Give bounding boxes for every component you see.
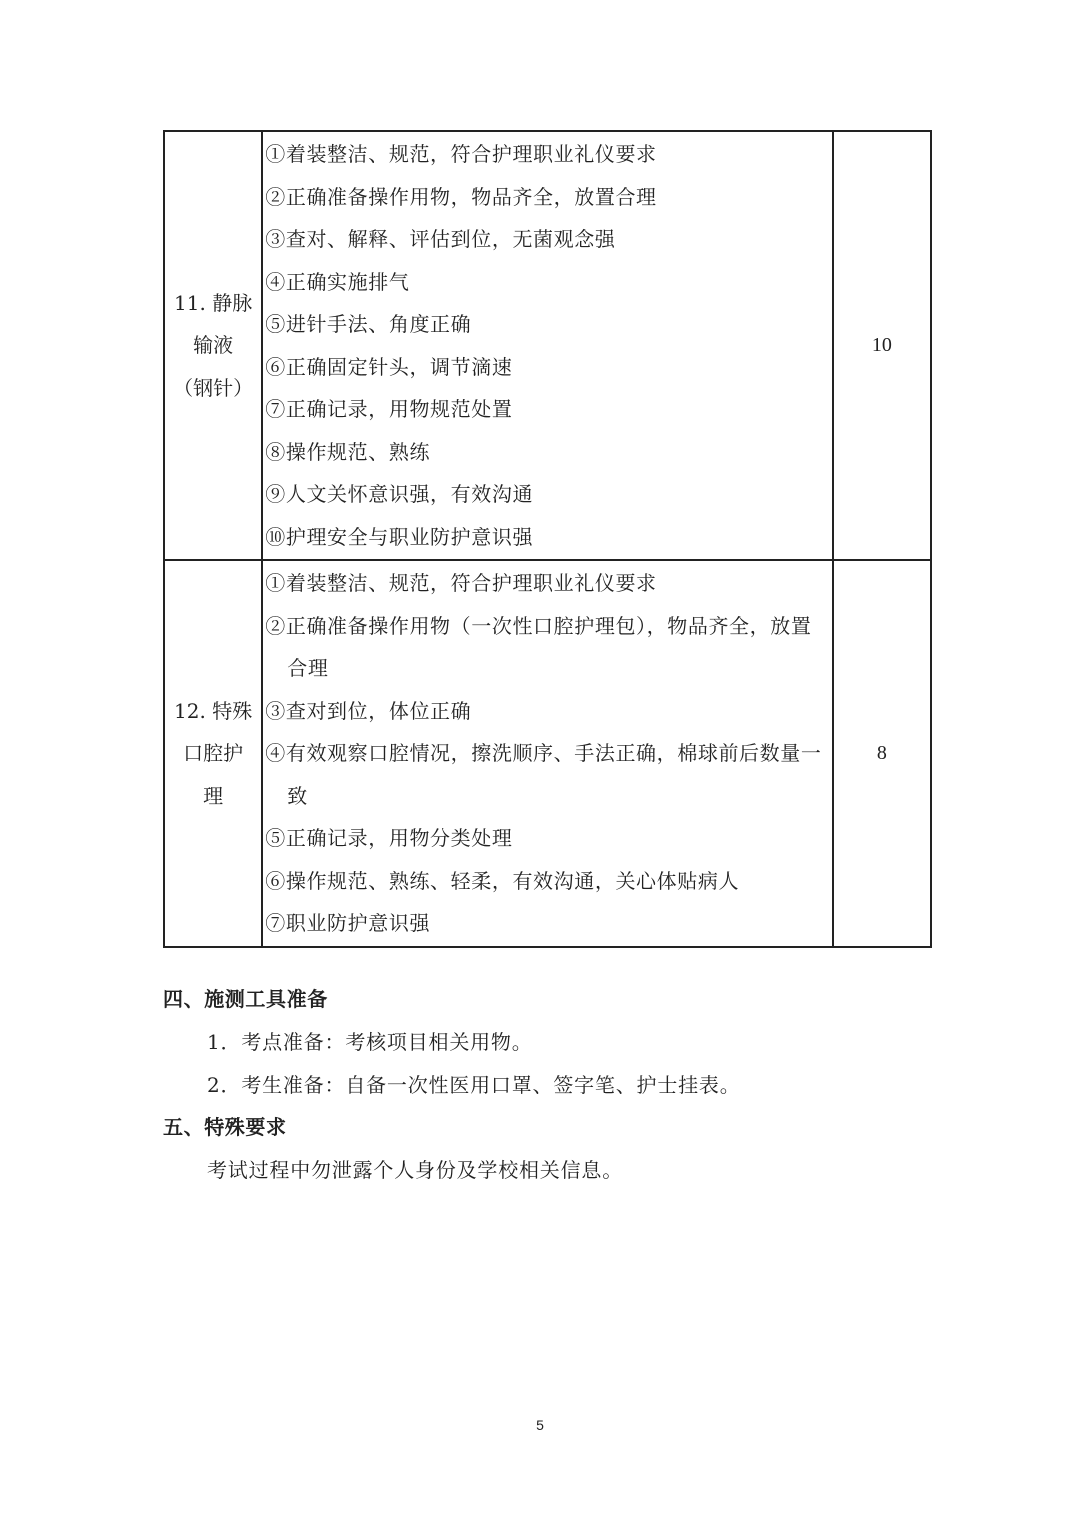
score-cell: 8	[833, 560, 931, 947]
requirement-item: ⑥正确固定针头，调节滴速	[265, 354, 513, 379]
page-number: 5	[536, 1417, 544, 1433]
requirement-item: ⑤正确记录，用物分类处理	[265, 826, 513, 850]
item-name-line: 输液	[193, 333, 234, 358]
score-cell: 10	[833, 131, 931, 560]
requirement-item: ⑥操作规范、熟练、轻柔，有效沟通，关心体贴病人	[265, 868, 740, 893]
item-name-line: 口腔护	[183, 741, 244, 765]
requirement-item: ①着装整洁、规范，符合护理职业礼仪要求	[265, 142, 657, 166]
requirement-item: ⑩护理安全与职业防护意识强	[265, 524, 534, 549]
table-row	[164, 131, 931, 560]
item-name-cell	[164, 560, 262, 947]
requirement-item: ③查对、解释、评估到位，无菌观念强	[265, 227, 616, 251]
section-heading-tools: 四、施测工具准备	[163, 987, 328, 1011]
tools-item-site: 1．考点准备：考核项目相关用物。	[207, 1030, 533, 1054]
item-name-line: （钢针）	[173, 375, 254, 400]
requirement-item: ④有效观察口腔情况，擦洗顺序、手法正确，棉球前后数量一致	[265, 741, 822, 808]
requirement-item: ⑦职业防护意识强	[265, 911, 431, 935]
requirement-item: ②正确准备操作用物（一次性口腔护理包），物品齐全，放置合理	[265, 613, 812, 680]
item-name-cell	[164, 131, 262, 560]
item-name-line: 12. 特殊	[174, 698, 253, 723]
requirement-item: ⑦正确记录，用物规范处置	[265, 397, 513, 421]
tools-item-candidate: 2．考生准备：自备一次性医用口罩、签字笔、护士挂表。	[207, 1073, 741, 1097]
requirement-item: ⑧操作规范、熟练	[265, 439, 431, 464]
section-heading-special: 五、特殊要求	[163, 1115, 287, 1139]
item-name-line: 11. 静脉	[174, 290, 253, 315]
special-requirement-text: 考试过程中勿泄露个人身份及学校相关信息。	[207, 1158, 623, 1182]
requirement-item: ④正确实施排气	[265, 269, 410, 294]
exam-standards-table	[163, 130, 932, 948]
requirements-cell	[262, 131, 832, 560]
requirement-item: ⑤进针手法、角度正确	[265, 312, 472, 336]
requirement-item: ①着装整洁、规范，符合护理职业礼仪要求	[265, 571, 657, 595]
table-row	[164, 560, 931, 947]
requirement-item: ②正确准备操作用物，物品齐全，放置合理	[265, 184, 657, 209]
requirement-item: ⑨人文关怀意识强，有效沟通	[265, 482, 534, 506]
item-name-line: 理	[203, 783, 224, 808]
requirements-cell	[262, 560, 832, 947]
requirement-item: ③查对到位，体位正确	[265, 698, 472, 723]
